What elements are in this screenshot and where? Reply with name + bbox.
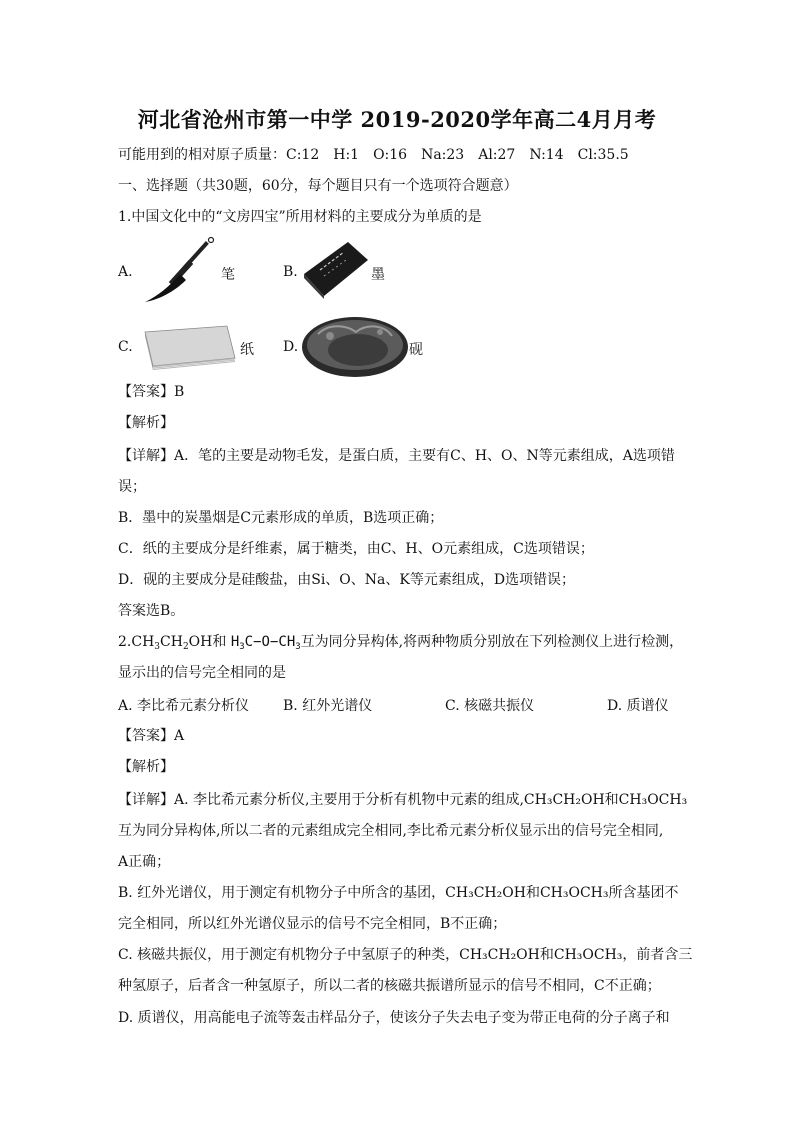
formula-sub-2: 3 xyxy=(295,642,301,652)
formula-sub-1: 3 xyxy=(239,642,245,652)
question-1-stem: 1.中国文化中的“文房四宝”所用材料的主要成分为单质的是 xyxy=(118,209,482,225)
q1-option-a-label: A. xyxy=(118,264,133,280)
q2-stem-sub-1: 3 xyxy=(154,642,161,652)
q2-option-d: D. 质谱仪 xyxy=(607,698,669,714)
q1-option-c-label: C. xyxy=(118,339,133,355)
q1-option-b-label: B. xyxy=(283,264,298,280)
q1-detail-line-4: C．纸的主要成分是纤维素，属于糖类，由C、H、O元素组成，C选项错误； xyxy=(118,541,594,557)
q2-detail-line-5: 完全相同，所以红外光谱仪显示的信号不完全相同，B不正确； xyxy=(118,916,507,932)
q2-stem-part-3: OH和 xyxy=(188,634,227,650)
q2-detail-line-4: B. 红外光谱仪，用于测定有机物分子中所含的基团，CH₃CH₂OH和CH₃OCH₃所含基团不 xyxy=(118,885,679,901)
q1-detail-line-5: D．砚的主要成分是硅酸盐，由Si、O、Na、K等元素组成，D选项错误； xyxy=(118,572,576,588)
q1-option-d-label: D. xyxy=(283,339,299,355)
q1-option-a-name: 笔 xyxy=(221,267,235,283)
q1-conclusion: 答案选B。 xyxy=(118,603,185,619)
q1-option-b-name: 墨 xyxy=(371,267,385,283)
formula-part-1: H xyxy=(230,634,240,650)
q2-stem-rest: 互为同分异构体,将两种物质分别放在下列检测仪上进行检测， xyxy=(300,634,684,650)
q1-detail-tag: 【详解】 xyxy=(118,448,174,464)
q2-detail-line-3: A正确； xyxy=(118,854,171,870)
q2-detail-tag: 【详解】 xyxy=(118,792,174,808)
q2-analysis-tag: 【解析】 xyxy=(118,759,174,775)
q1-detail-line-3: B．墨中的炭墨烟是C元素形成的单质，B选项正确； xyxy=(118,510,444,526)
q2-stem-part-1: 2.CH xyxy=(118,634,155,650)
q1-option-c-name: 纸 xyxy=(240,342,254,358)
q1-analysis-tag: 【解析】 xyxy=(118,415,174,431)
q2-answer: 【答案】A xyxy=(118,728,185,744)
atomic-masses-line: 可能用到的相对原子质量：C:12 H:1 O:16 Na:23 Al:27 N:14 Cl:35.5 xyxy=(118,147,629,163)
q2-detail-line-8: D. 质谱仪，用高能电子流等轰击样品分子，使该分子失去电子变为带正电荷的分子离子和 xyxy=(118,1010,670,1026)
q1-option-d-name: 砚 xyxy=(409,342,423,358)
brush-image xyxy=(140,236,222,306)
q2-detail-text-1: A. 李比希元素分析仪,主要用于分析有机物中元素的组成,CH₃CH₂OH和CH₃OCH₃ xyxy=(174,792,688,808)
q2-option-b: B. 红外光谱仪 xyxy=(283,698,373,714)
q1-detail-line-1 xyxy=(118,446,675,466)
q1-detail-text-1: A．笔的主要是动物毛发，是蛋白质，主要有C、H、O、N等元素组成，A选项错 xyxy=(174,448,675,464)
question-2-stem xyxy=(118,632,683,652)
q1-detail-line-2: 误； xyxy=(118,479,146,495)
q2-detail-line-2: 互为同分异构体,所以二者的元素组成完全相同,李比希元素分析仪显示出的信号完全相同, xyxy=(118,823,664,839)
page-title: 河北省沧州市第一中学 2019-2020学年高二4月月考 xyxy=(137,107,657,132)
q2-stem-line-2: 显示出的信号完全相同的是 xyxy=(118,665,286,681)
section-heading: 一、选择题（共30题，60分，每个题目只有一个选项符合题意） xyxy=(118,178,518,194)
formula-part-2: C−O−CH xyxy=(244,634,296,650)
inkstone-image xyxy=(300,312,410,378)
dimethyl-ether-formula xyxy=(231,634,301,650)
q2-detail-line-6: C. 核磁共振仪，用于测定有机物分子中氢原子的种类，CH₃CH₂OH和CH₃OCH₃，前者含三 xyxy=(118,947,693,963)
q1-answer: 【答案】B xyxy=(118,384,185,400)
q2-detail-line-7: 种氢原子，后者含一种氢原子，所以二者的核磁共振谱所显示的信号不相同，C不正确； xyxy=(118,978,661,994)
q2-option-c: C. 核磁共振仪 xyxy=(445,698,535,714)
q2-option-a: A. 李比希元素分析仪 xyxy=(118,698,250,714)
q2-detail-line-1 xyxy=(118,790,687,810)
q2-stem-part-2: CH xyxy=(160,634,183,650)
paper-stack-image xyxy=(141,322,237,372)
ink-stick-image xyxy=(302,238,370,300)
q2-stem-sub-2: 2 xyxy=(182,642,189,652)
